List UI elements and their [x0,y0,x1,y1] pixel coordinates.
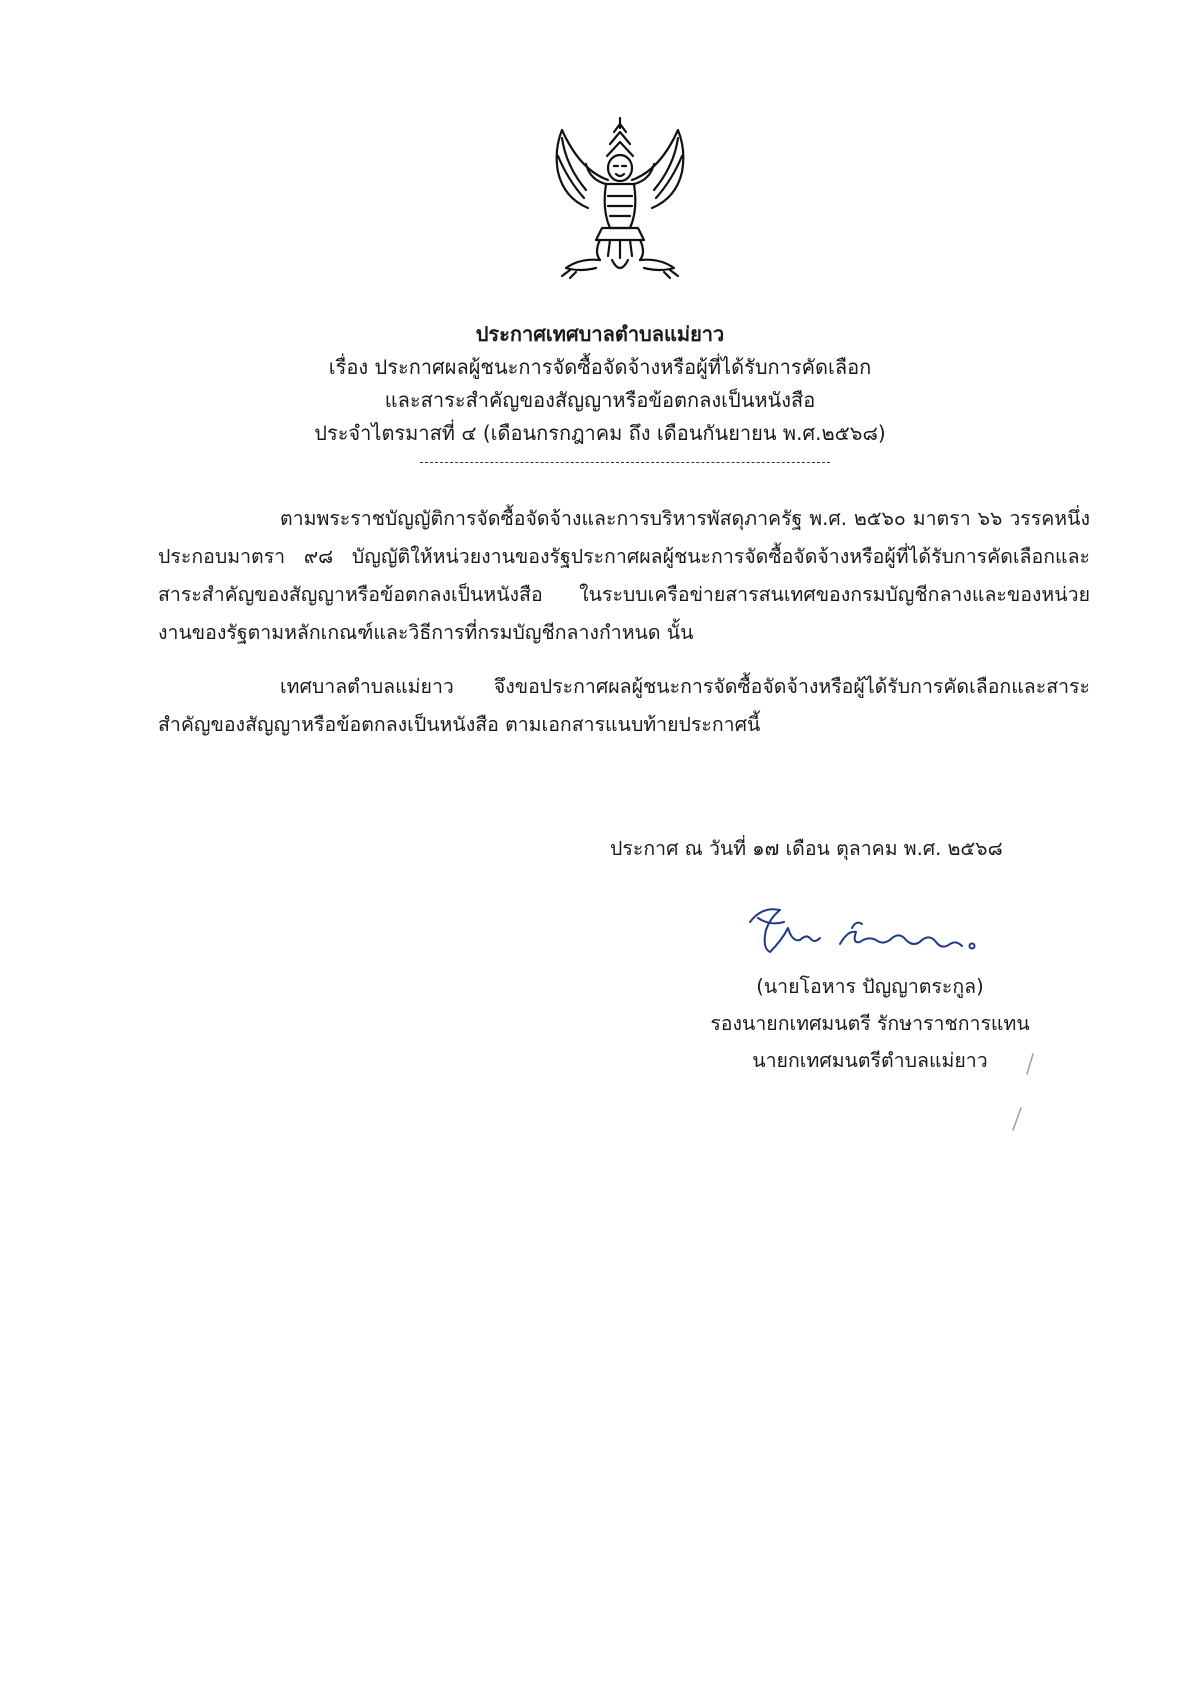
signatory-position-2: นายกเทศมนตรีตำบลแม่ยาว [752,1049,988,1072]
signatory-position-1: รองนายกเทศมนตรี รักษาราชการแทน [710,1012,1030,1035]
garuda-emblem-icon [540,110,700,280]
signatory-block [680,968,1060,1079]
body-paragraph-1: ตามพระราชบัญญัติการจัดซื้อจัดจ้างและการบริหารพัสดุภาครัฐ พ.ศ. ๒๕๖๐ มาตรา ๖๖ วรรคหนึ่ง ประกอบมาตรา ๙๘ บัญญัติให้หน่วยงานของรัฐประกาศผลผู้ชนะการจัดซื้อจัดจ้างหรือผู้ที่ได้รับการคัดเลือกและสาระสำคัญของสัญญาหรือข้อตกลงเป็นหนังสือ ในระบบเครือข่ายสารสนเทศของกรมบัญชีกลางและของหน่วยงานของรัฐตามหลักเกณฑ์และวิธีการที่กรมบัญชีกลางกำหนด นั้น [158,507,1090,644]
document-body [158,500,1090,760]
title-block [150,318,1050,450]
subject-line-3: ประจำไตรมาสที่ ๔ (เดือนกรกฎาคม ถึง เดือนกันยายน พ.ศ.๒๕๖๘) [314,421,886,445]
dashed-separator [420,462,830,463]
subject-line-2: และสาระสำคัญของสัญญาหรือข้อตกลงเป็นหนังสือ [384,388,816,412]
signatory-name: (นายโอหาร ปัญญาตระกูล) [756,975,984,998]
subject-line-1: เรื่อง ประกาศผลผู้ชนะการจัดซื้อจัดจ้างหรือผู้ที่ได้รับการคัดเลือก [328,355,872,379]
document-title: ประกาศเทศบาลตำบลแม่ยาว [475,322,725,346]
body-paragraph-2: เทศบาลตำบลแม่ยาว จึงขอประกาศผลผู้ชนะการจัดซื้อจัดจ้างหรือผู้ได้รับการคัดเลือกและสาระสำคัญของสัญญาหรือข้อตกลงเป็นหนังสือ ตามเอกสารแนบท้ายประกาศนี้ [158,675,1090,736]
handwritten-signature-icon [740,900,1000,970]
announcement-date: ประกาศ ณ วันที่ ๑๗ เดือน ตุลาคม พ.ศ. ๒๕๖๘ [610,837,1003,860]
pen-stroke-mark-icon [1005,1046,1045,1136]
